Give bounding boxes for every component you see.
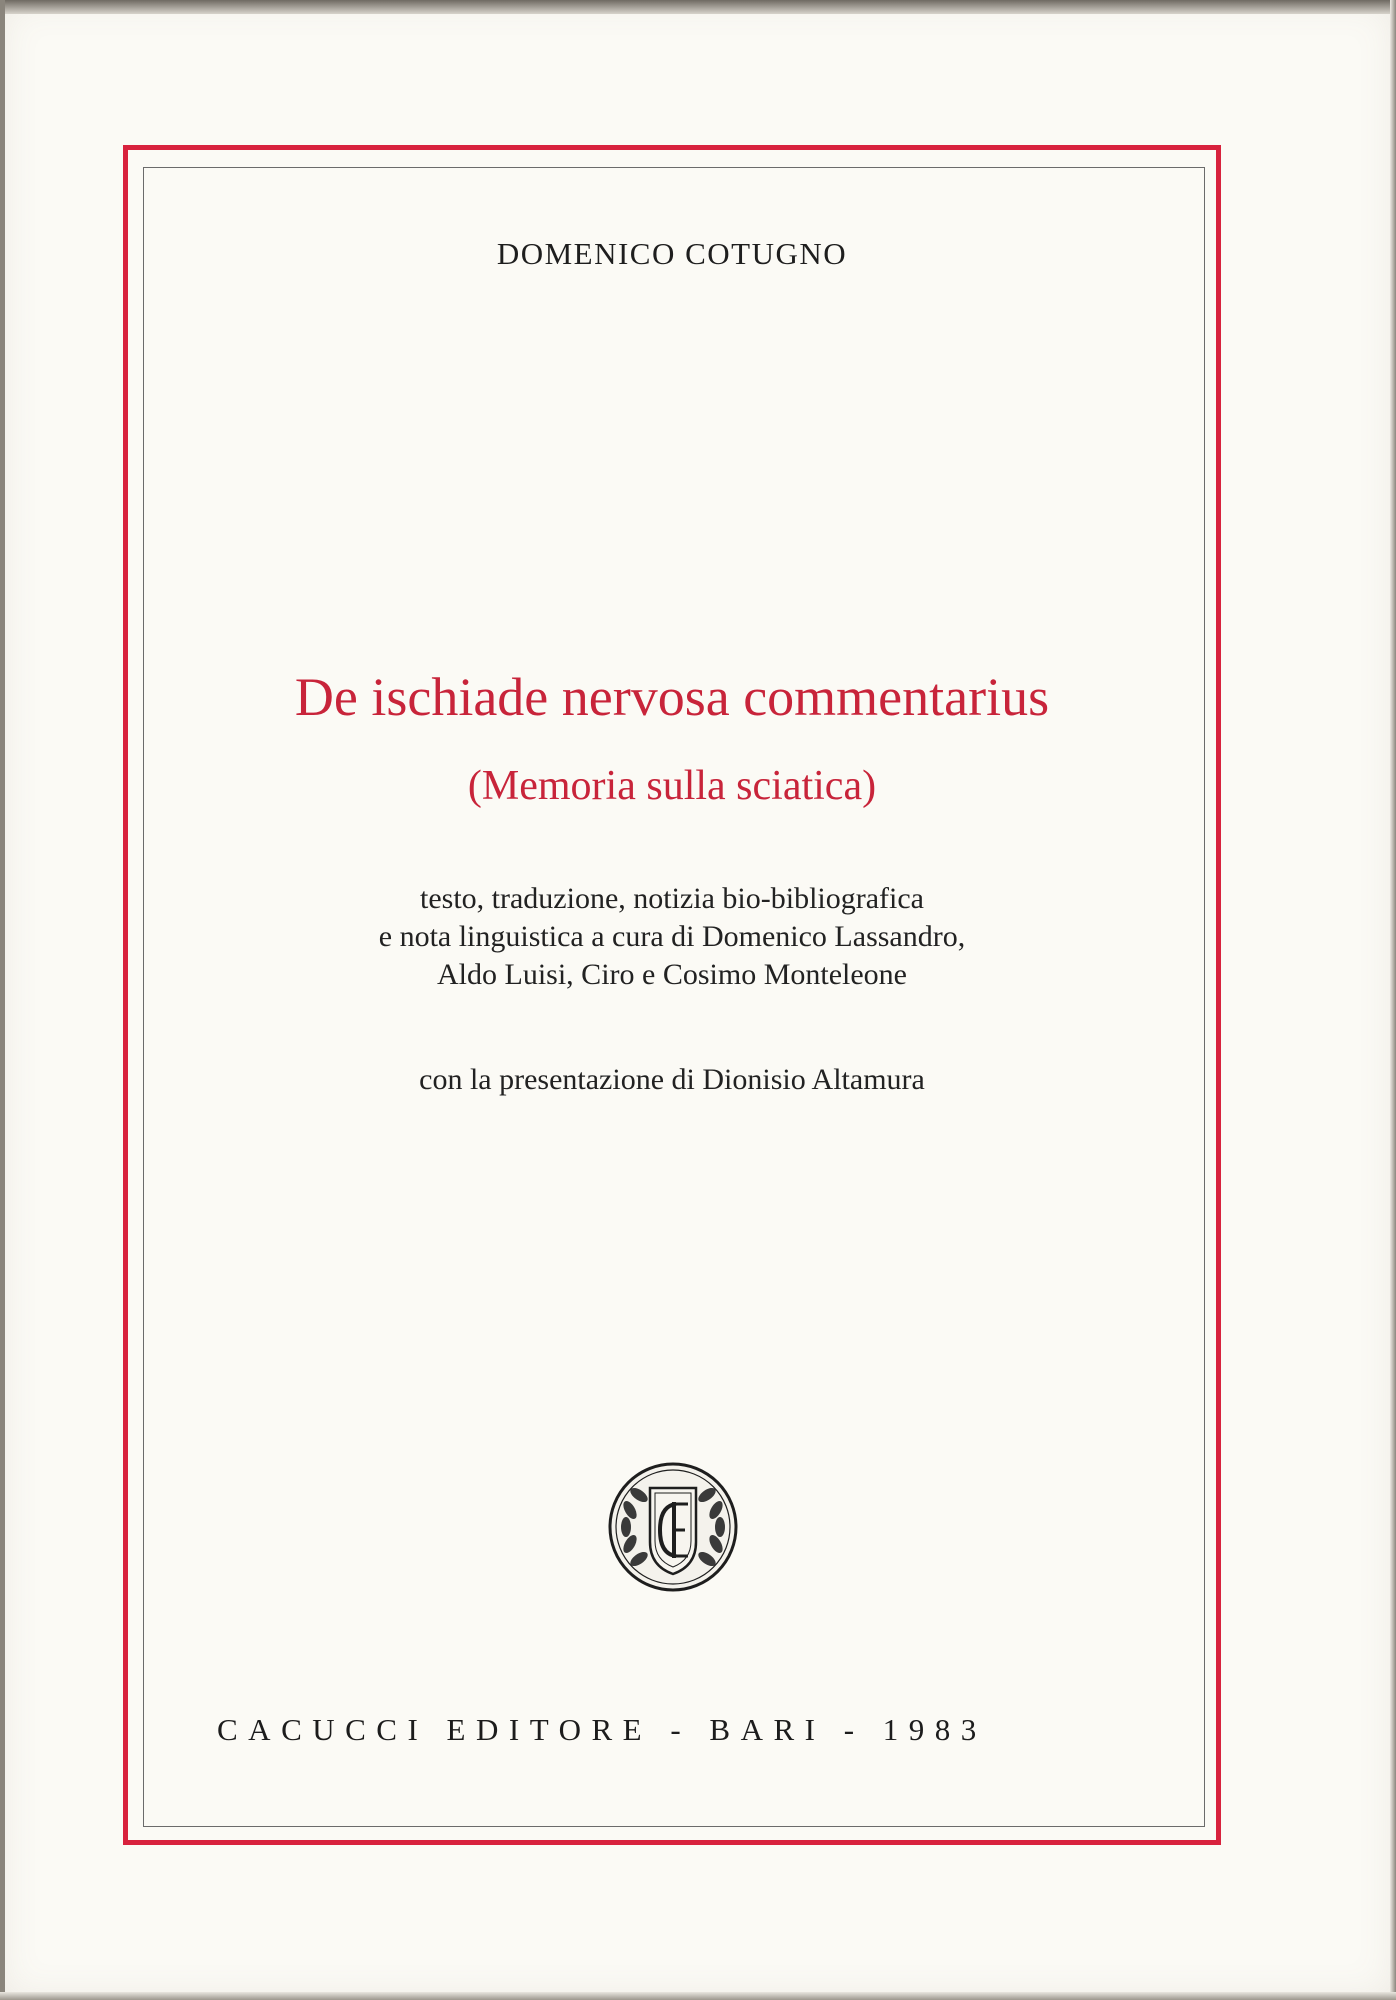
cover-edge-left xyxy=(0,0,5,2000)
presentation-credit: con la presentazione di Dionisio Altamura xyxy=(419,1063,925,1096)
editorial-credits xyxy=(123,880,1221,994)
book-title: De ischiade nervosa commentarius xyxy=(294,667,1050,727)
credits-line: Aldo Luisi, Ciro e Cosimo Monteleone xyxy=(437,958,907,991)
publisher-seal-icon xyxy=(606,1460,740,1594)
cover-edge-right xyxy=(1390,0,1396,2000)
cover-edge-bottom xyxy=(0,1992,1396,2000)
book-subtitle: (Memoria sulla sciatica) xyxy=(467,763,877,809)
cover-edge-top xyxy=(0,0,1396,14)
credits-line: e nota linguistica a cura di Domenico Lassandro, xyxy=(378,920,966,953)
publisher-imprint: CACUCCI EDITORE - BARI - 1983 xyxy=(217,1712,987,1747)
author-name: DOMENICO COTUGNO xyxy=(496,236,848,271)
credits-line: testo, traduzione, notizia bio-bibliografica xyxy=(420,882,924,915)
